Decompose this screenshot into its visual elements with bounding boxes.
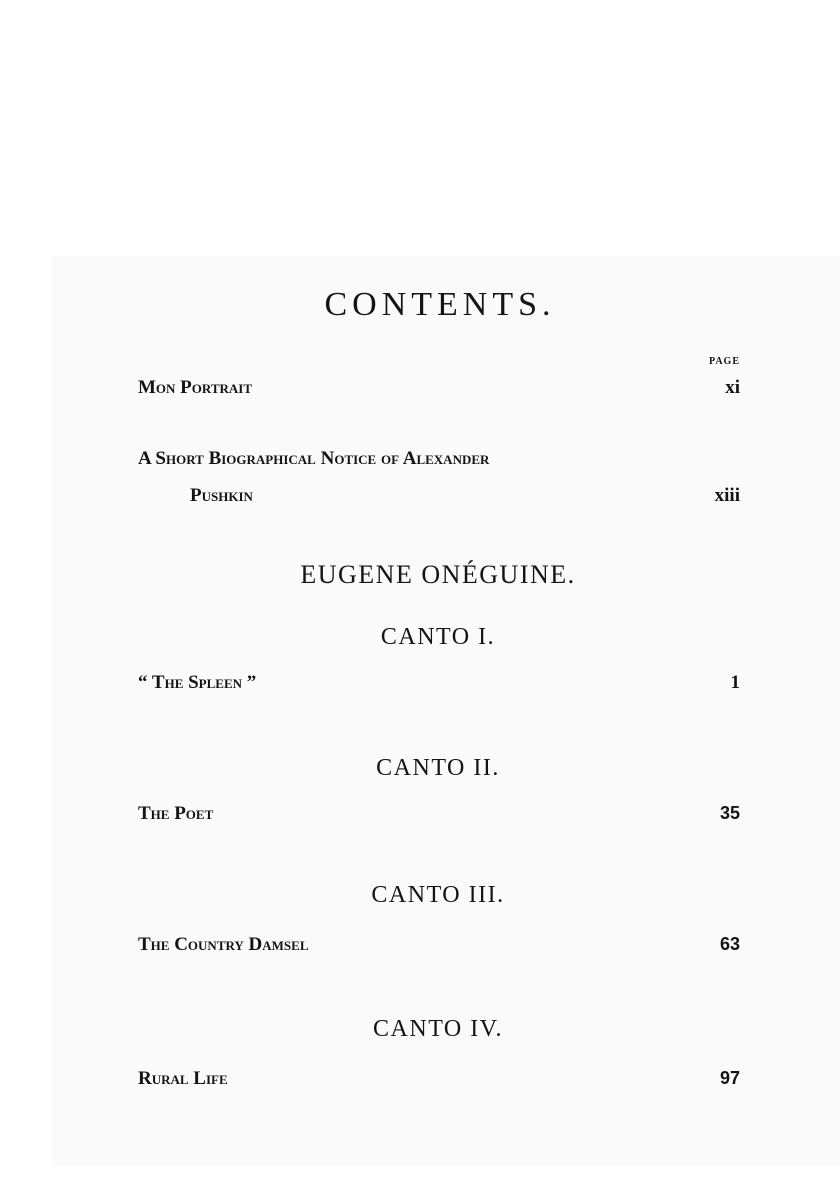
work-title: EUGENE ONÉGUINE. [300, 560, 576, 589]
canto-heading: CANTO I. [380, 624, 496, 650]
toc-entry-page: xiii [714, 485, 740, 506]
canto-heading: CANTO III. [371, 882, 505, 908]
toc-entry-page: xi [725, 377, 740, 398]
toc-entry-title[interactable]: A Short Biographical Notice of Alexander [138, 448, 490, 469]
toc-entry-title[interactable]: The Poet [138, 803, 214, 824]
canto-heading: CANTO IV. [373, 1016, 503, 1042]
toc-entry-title[interactable]: The Country Damsel [138, 934, 309, 955]
toc-entry-title-continued[interactable]: Pushkin [190, 485, 253, 506]
toc-entry-page: 1 [730, 672, 740, 693]
page-column-label: PAGE [708, 356, 740, 367]
canto-heading: CANTO II. [376, 755, 500, 781]
toc-entry-title[interactable]: “ The Spleen ” [138, 672, 257, 693]
toc-entry-title[interactable]: Mon Portrait [138, 377, 253, 398]
toc-entry-page: 97 [719, 1068, 740, 1088]
toc-entry-title[interactable]: Rural Life [138, 1068, 228, 1089]
toc-entry-page: 63 [719, 934, 740, 954]
toc-entry-page: 35 [719, 803, 740, 823]
page-title: CONTENTS. [324, 286, 556, 323]
